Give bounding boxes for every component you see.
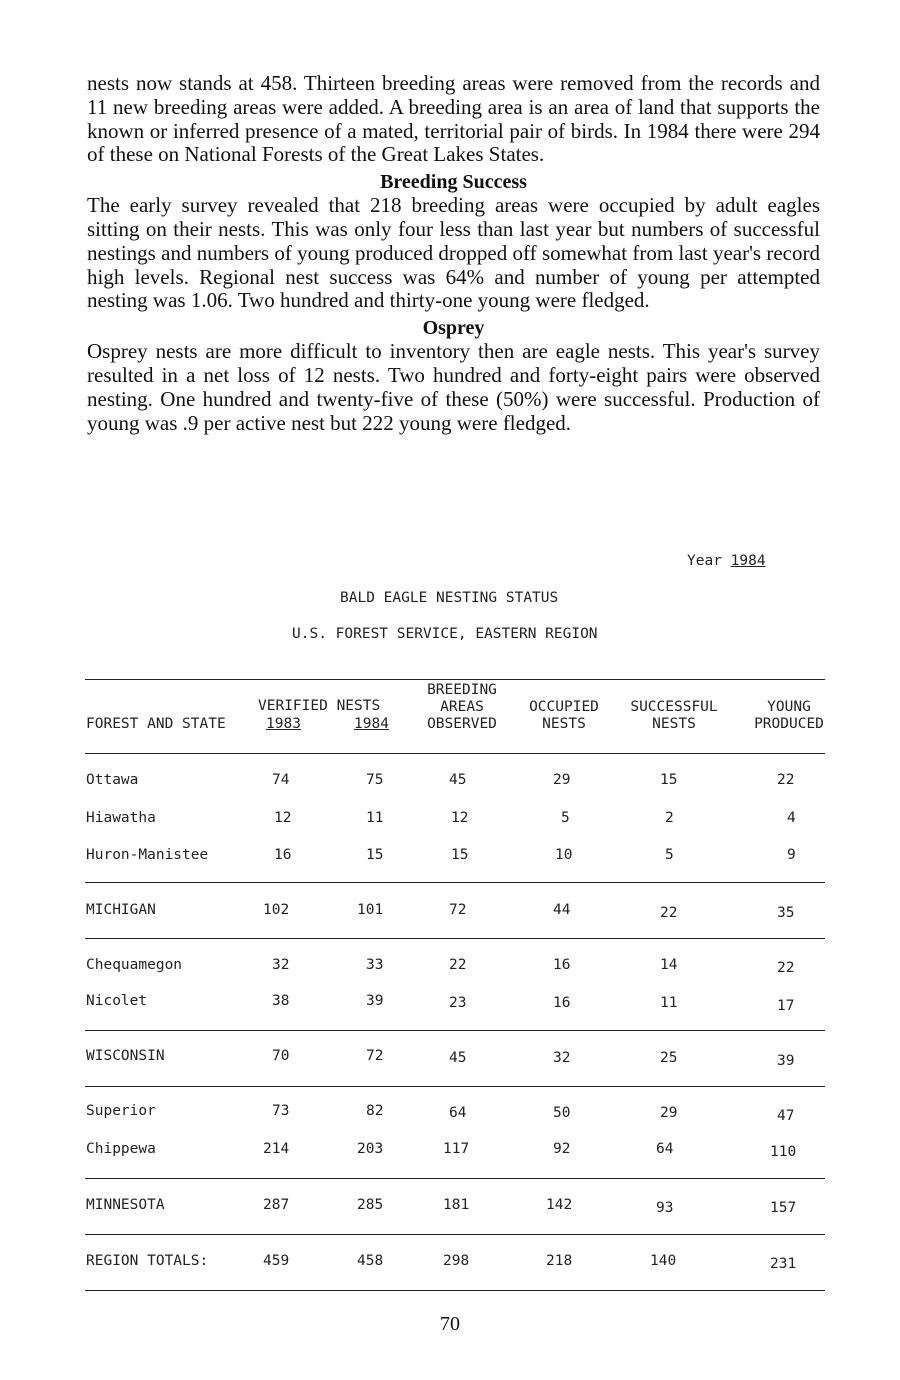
header-verified-nests: VERIFIED NESTS [258, 698, 381, 714]
table-row-name: Superior [86, 1103, 156, 1119]
cell-verified-1983: 70 [272, 1048, 290, 1064]
cell-young-produced: 9 [787, 847, 796, 863]
table-top-rule [85, 679, 825, 680]
cell-verified-1983: 38 [272, 993, 290, 1009]
cell-successful-nests: 93 [656, 1200, 674, 1216]
cell-verified-1983: 214 [263, 1141, 290, 1157]
cell-breeding-areas: 45 [449, 772, 467, 788]
page-number: 70 [440, 1313, 460, 1335]
cell-breeding-areas: 23 [449, 995, 467, 1011]
cell-successful-nests: 22 [660, 905, 678, 921]
cell-successful-nests: 29 [660, 1105, 678, 1121]
body-text [87, 72, 820, 435]
table-row-name: Chippewa [86, 1141, 156, 1157]
cell-young-produced: 22 [777, 960, 795, 976]
cell-verified-1984: 72 [366, 1048, 384, 1064]
header-breeding-areas-observed [412, 682, 512, 733]
cell-verified-1984: 82 [366, 1103, 384, 1119]
cell-verified-1983: 74 [272, 772, 290, 788]
table-rule [85, 1234, 825, 1235]
header-occupied-nests [519, 699, 609, 733]
cell-verified-1984: 458 [357, 1253, 384, 1269]
cell-verified-1983: 73 [272, 1103, 290, 1119]
cell-young-produced: 47 [777, 1108, 795, 1124]
cell-occupied-nests: 92 [553, 1141, 571, 1157]
heading-osprey: Osprey [422, 317, 485, 340]
header-successful-line1: SUCCESSFUL [630, 699, 718, 715]
header-forest-and-state: FOREST AND STATE [86, 716, 226, 732]
table-bottom-rule [85, 1290, 825, 1291]
cell-successful-nests: 15 [660, 772, 678, 788]
table-row-name: Chequamegon [86, 957, 183, 973]
table-row-name: Ottawa [86, 772, 139, 788]
cell-successful-nests: 14 [660, 957, 678, 973]
header-year-1983: 1983 [266, 716, 301, 732]
header-successful-line2: NESTS [652, 716, 696, 732]
table-rule [85, 1178, 825, 1179]
cell-successful-nests: 140 [650, 1253, 677, 1269]
header-breeding-line1: BREEDING [427, 682, 497, 698]
header-occupied-line2: NESTS [542, 716, 586, 732]
table-row-name: MICHIGAN [86, 902, 156, 918]
cell-verified-1983: 12 [274, 810, 292, 826]
header-breeding-line2: AREAS [440, 699, 484, 715]
cell-verified-1984: 39 [366, 993, 384, 1009]
table-year [687, 553, 766, 569]
cell-occupied-nests: 32 [553, 1050, 571, 1066]
cell-verified-1984: 285 [357, 1197, 384, 1213]
paragraph-nest-counts: nests now stands at 458. Thirteen breeding areas were removed from the records and 11 new breeding areas were added. A breeding area is an area of land that supports the known or inferred presence of a mated, territorial pair of birds. In 1984 there were 294 of these on National Forests of the Great Lakes States. [87, 71, 820, 167]
cell-verified-1984: 203 [357, 1141, 384, 1157]
table-row-name: Nicolet [86, 993, 148, 1009]
cell-breeding-areas: 64 [449, 1105, 467, 1121]
table-row-name: WISCONSIN [86, 1048, 165, 1064]
table-rule [85, 882, 825, 883]
cell-verified-1983: 459 [263, 1253, 290, 1269]
cell-verified-1983: 287 [263, 1197, 290, 1213]
header-young-line1: YOUNG [767, 699, 811, 715]
paragraph-osprey: Osprey nests are more difficult to inventory then are eagle nests. This year's survey resulted in a net loss of 12 nests. Two hundred and forty-eight pairs were observed nesting. One hundred and twenty-five of these (50%) were successful. Production of young was .9 per active nest but 222 young were fledged. [87, 339, 820, 435]
cell-occupied-nests: 142 [546, 1197, 573, 1213]
cell-occupied-nests: 50 [553, 1105, 571, 1121]
cell-breeding-areas: 12 [451, 810, 469, 826]
cell-breeding-areas: 117 [443, 1141, 470, 1157]
cell-breeding-areas: 181 [443, 1197, 470, 1213]
table-subtitle: U.S. FOREST SERVICE, EASTERN REGION [292, 626, 598, 642]
cell-breeding-areas: 45 [449, 1050, 467, 1066]
cell-occupied-nests: 16 [553, 957, 571, 973]
paragraph-breeding-success: The early survey revealed that 218 breeding areas were occupied by adult eagles sitting on their nests. This was only four less than last year but numbers of successful nestings and numbers of young produced dropped off somewhat from last year's record high levels. Regional nest success was 64% and number of young per attempted nesting was 1.06. Two hundred and thirty-one young were fledged. [87, 193, 820, 313]
cell-verified-1984: 15 [366, 847, 384, 863]
cell-verified-1983: 102 [263, 902, 290, 918]
cell-young-produced: 17 [777, 998, 795, 1014]
header-successful-nests [622, 699, 726, 733]
year-value: 1984 [730, 553, 766, 569]
cell-successful-nests: 2 [665, 810, 674, 826]
cell-verified-1984: 33 [366, 957, 384, 973]
cell-breeding-areas: 22 [449, 957, 467, 973]
cell-verified-1984: 101 [357, 902, 384, 918]
cell-young-produced: 110 [770, 1144, 797, 1160]
cell-occupied-nests: 44 [553, 902, 571, 918]
cell-successful-nests: 64 [656, 1141, 674, 1157]
cell-successful-nests: 25 [660, 1050, 678, 1066]
table-rule [85, 1086, 825, 1087]
cell-occupied-nests: 16 [553, 995, 571, 1011]
table-rule [85, 1030, 825, 1031]
cell-breeding-areas: 298 [443, 1253, 470, 1269]
cell-verified-1983: 16 [274, 847, 292, 863]
cell-young-produced: 231 [770, 1256, 797, 1272]
table-row-name: MINNESOTA [86, 1197, 165, 1213]
cell-occupied-nests: 29 [553, 772, 571, 788]
header-young-produced [746, 699, 832, 733]
cell-verified-1983: 32 [272, 957, 290, 973]
header-young-line2: PRODUCED [754, 716, 824, 732]
table-row-name: Huron-Manistee [86, 847, 209, 863]
table-row-name: Hiawatha [86, 810, 156, 826]
header-bottom-rule [85, 753, 825, 754]
cell-young-produced: 39 [777, 1053, 795, 1069]
cell-verified-1984: 11 [366, 810, 384, 826]
cell-young-produced: 22 [777, 772, 795, 788]
heading-breeding-success: Breeding Success [380, 171, 527, 194]
header-year-1984: 1984 [354, 716, 389, 732]
table-row-name: REGION TOTALS: [86, 1253, 209, 1269]
table-title: BALD EAGLE NESTING STATUS [340, 590, 559, 606]
header-occupied-line1: OCCUPIED [529, 699, 599, 715]
table-rule [85, 938, 825, 939]
cell-verified-1984: 75 [366, 772, 384, 788]
cell-breeding-areas: 15 [451, 847, 469, 863]
cell-occupied-nests: 5 [561, 810, 570, 826]
cell-occupied-nests: 218 [546, 1253, 573, 1269]
cell-successful-nests: 11 [660, 995, 678, 1011]
year-label: Year [687, 553, 722, 569]
cell-successful-nests: 5 [665, 847, 674, 863]
cell-occupied-nests: 10 [555, 847, 573, 863]
cell-breeding-areas: 72 [449, 902, 467, 918]
cell-young-produced: 4 [787, 810, 796, 826]
cell-young-produced: 157 [770, 1200, 797, 1216]
cell-young-produced: 35 [777, 905, 795, 921]
header-breeding-line3: OBSERVED [427, 716, 497, 732]
